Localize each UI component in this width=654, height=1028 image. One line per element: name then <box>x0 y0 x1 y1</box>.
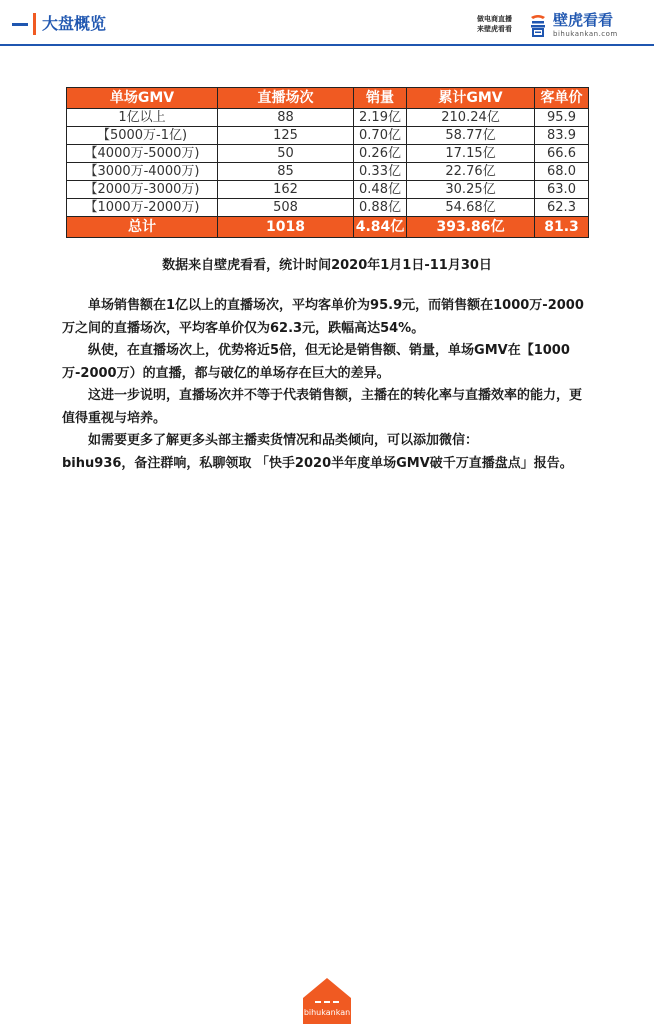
column-header: 销量 <box>354 88 407 109</box>
column-header: 累计GMV <box>407 88 535 109</box>
footer-logo <box>299 976 355 1024</box>
table-cell: 【4000万-5000万) <box>67 145 218 163</box>
header-accent-bar <box>33 13 36 35</box>
column-header: 直播场次 <box>218 88 354 109</box>
table-cell: 【3000万-4000万) <box>67 163 218 181</box>
table-row <box>67 145 589 163</box>
total-cell: 81.3 <box>535 217 589 238</box>
table-cell: 68.0 <box>535 163 589 181</box>
total-cell: 1018 <box>218 217 354 238</box>
paragraph: 这进一步说明，直播场次并不等于代表销售额，主播在的转化率与直播效率的能力，更值得重视与培养。 <box>62 388 583 426</box>
table-cell: 210.24亿 <box>407 109 535 127</box>
section-title: 大盘概览 <box>42 14 107 33</box>
table-cell: 62.3 <box>535 199 589 217</box>
table-cell: 508 <box>218 199 354 217</box>
contact-line: bihu936，备注群响，私聊领取 「快手2020半年度单场GMV破千万直播盘点」报告。 <box>62 455 573 471</box>
total-cell: 4.84亿 <box>354 217 407 238</box>
table-header-row <box>67 88 589 109</box>
table-cell: 85 <box>218 163 354 181</box>
paragraph: 纵使，在直播场次上，优势将近5倍，但无论是销售额、销量，单场GMV在【1000万-2000万）的直播，都与破亿的单场存在巨大的差异。 <box>62 343 570 381</box>
table-cell: 162 <box>218 181 354 199</box>
article-body <box>62 295 594 475</box>
column-header: 单场GMV <box>67 88 218 109</box>
gmv-table <box>66 87 589 238</box>
table-cell: 22.76亿 <box>407 163 535 181</box>
header-divider <box>0 44 654 46</box>
table-row <box>67 109 589 127</box>
table-cell: 17.15亿 <box>407 145 535 163</box>
table-row <box>67 127 589 145</box>
paragraph: 如需要更多了解更多头部主播卖货情况和品类倾向，可以添加微信： <box>88 433 479 448</box>
footer-logo-text: bihukankan <box>303 1008 351 1017</box>
table-cell: 54.68亿 <box>407 199 535 217</box>
table-row <box>67 163 589 181</box>
table-cell: 【1000万-2000万) <box>67 199 218 217</box>
brand-domain: bihukankan.com <box>553 30 618 38</box>
total-cell: 总计 <box>67 217 218 238</box>
brand-tagline-line2: 来壁虎看看 <box>477 25 512 33</box>
table-cell: 30.25亿 <box>407 181 535 199</box>
table-cell: 0.70亿 <box>354 127 407 145</box>
table-cell: 【2000万-3000万) <box>67 181 218 199</box>
table-cell: 1亿以上 <box>67 109 218 127</box>
table-cell: 【5000万-1亿) <box>67 127 218 145</box>
paragraph: 单场销售额在1亿以上的直播场次，平均客单价为95.9元，而销售额在1000万-2000万之间的直播场次，平均客单价仅为62.3元，跌幅高达54%。 <box>62 298 584 336</box>
table-row <box>67 199 589 217</box>
table-cell: 58.77亿 <box>407 127 535 145</box>
table-cell: 0.48亿 <box>354 181 407 199</box>
header-dash <box>12 23 28 26</box>
table-cell: 95.9 <box>535 109 589 127</box>
brand-tagline-line1: 做电商直播 <box>477 15 512 23</box>
table-cell: 2.19亿 <box>354 109 407 127</box>
table-cell: 83.9 <box>535 127 589 145</box>
table-cell: 50 <box>218 145 354 163</box>
table-cell: 0.26亿 <box>354 145 407 163</box>
column-header: 客单价 <box>535 88 589 109</box>
table-cell: 66.6 <box>535 145 589 163</box>
gecko-logo-icon <box>527 13 549 37</box>
brand-tagline <box>477 14 521 34</box>
table-total-row <box>67 217 589 238</box>
table-caption: 数据来自壁虎看看，统计时间2020年1月1日-11月30日 <box>162 258 492 273</box>
table-cell: 125 <box>218 127 354 145</box>
brand-logo <box>477 13 647 39</box>
table-cell: 63.0 <box>535 181 589 199</box>
table-row <box>67 181 589 199</box>
table-cell: 88 <box>218 109 354 127</box>
total-cell: 393.86亿 <box>407 217 535 238</box>
table-cell: 0.88亿 <box>354 199 407 217</box>
brand-name: 壁虎看看 <box>553 11 614 29</box>
page-header <box>0 0 654 48</box>
table-cell: 0.33亿 <box>354 163 407 181</box>
